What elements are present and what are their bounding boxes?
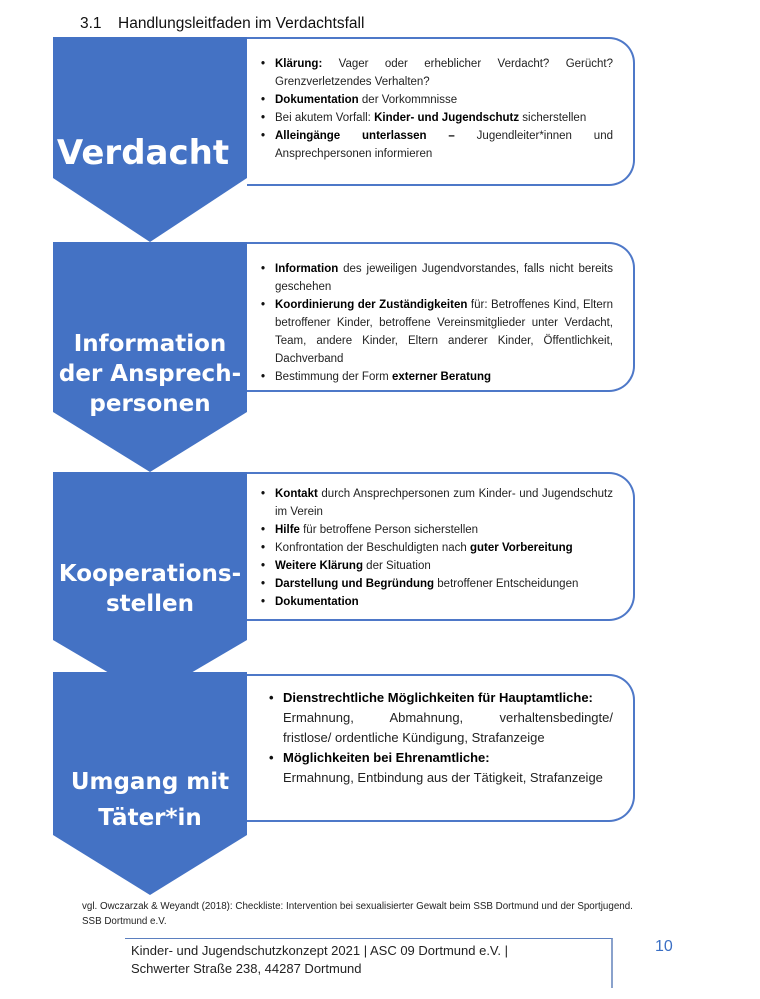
footer-line-1: Kinder- und Jugendschutzkonzept 2021 | ASC 09 Dortmund e.V. | [131, 943, 509, 958]
step-3-label: Kooperations- stellen [58, 561, 242, 617]
page-footer [125, 938, 613, 988]
list-item: • Hilfe für betroffene Person sicherstellen [275, 521, 613, 539]
list-item: • Weitere Klärung der Situation [275, 557, 613, 575]
list-item: • Dokumentation [275, 593, 613, 611]
list-item: • Information des jeweiligen Jugendvorstandes, falls nicht bereits geschehen [275, 260, 613, 296]
list-item: • Kontakt durch Ansprechpersonen zum Kinder- und Jugendschutz im Verein [275, 485, 613, 521]
list-item: • Dienstrechtliche Möglichkeiten für Hauptamtliche: Ermahnung, Abmahnung, verhaltensbedingte/ fristlose/ ordentliche Kündigung, Strafanzeige [283, 688, 613, 748]
step-2-box [247, 242, 635, 392]
list-item: • Bei akutem Vorfall: Kinder- und Jugendschutz sicherstellen [275, 109, 613, 127]
list-item: • Dokumentation der Vorkommnisse [275, 91, 613, 109]
section-title: Handlungsleitfaden im Verdachtsfall [118, 15, 365, 32]
list-item: • Konfrontation der Beschuldigten nach guter Vorbereitung [275, 539, 613, 557]
step-4-box [247, 674, 635, 822]
list-item: • Möglichkeiten bei Ehrenamtliche: Ermahnung, Entbindung aus der Tätigkeit, Strafanzeige [283, 748, 613, 788]
list-item: • Klärung: Vager oder erheblicher Verdacht? Gerücht? Grenzverletzendes Verhalten? [275, 55, 613, 91]
list-item: • Bestimmung der Form externer Beratung [275, 368, 613, 386]
citation: vgl. Owczarzak & Weyandt (2018): Checkliste: Intervention bei sexualisierter Gewalt beim SSB Dortmund und der Sportjugend. SSB Dortmund e.V. [82, 901, 633, 927]
step-1-box [247, 37, 635, 186]
list-item: • Darstellung und Begründung betroffener Entscheidungen [275, 575, 613, 593]
list-item: • Koordinierung der Zuständigkeiten für: Betroffenes Kind, Eltern betroffener Kinder, betroffene Vereinsmitglieder unter Verdacht, Team, andere Kinder, Eltern anderer Kinder, Öffentlichkeit, Dachverband [275, 296, 613, 368]
step-4-label: Umgang mit Täter*in [70, 769, 230, 831]
section-number: 3.1 [80, 15, 102, 32]
page-number: 10 [655, 938, 673, 955]
step-1-label: Verdacht [56, 133, 230, 173]
footer-line-2: Schwerter Straße 238, 44287 Dortmund [131, 961, 362, 976]
step-3-box [247, 472, 635, 621]
step-2-label: Information der Ansprech- personen [58, 331, 242, 417]
list-item: • Alleingänge unterlassen – Jugendleiter*innen und Ansprechpersonen informieren [275, 127, 613, 163]
